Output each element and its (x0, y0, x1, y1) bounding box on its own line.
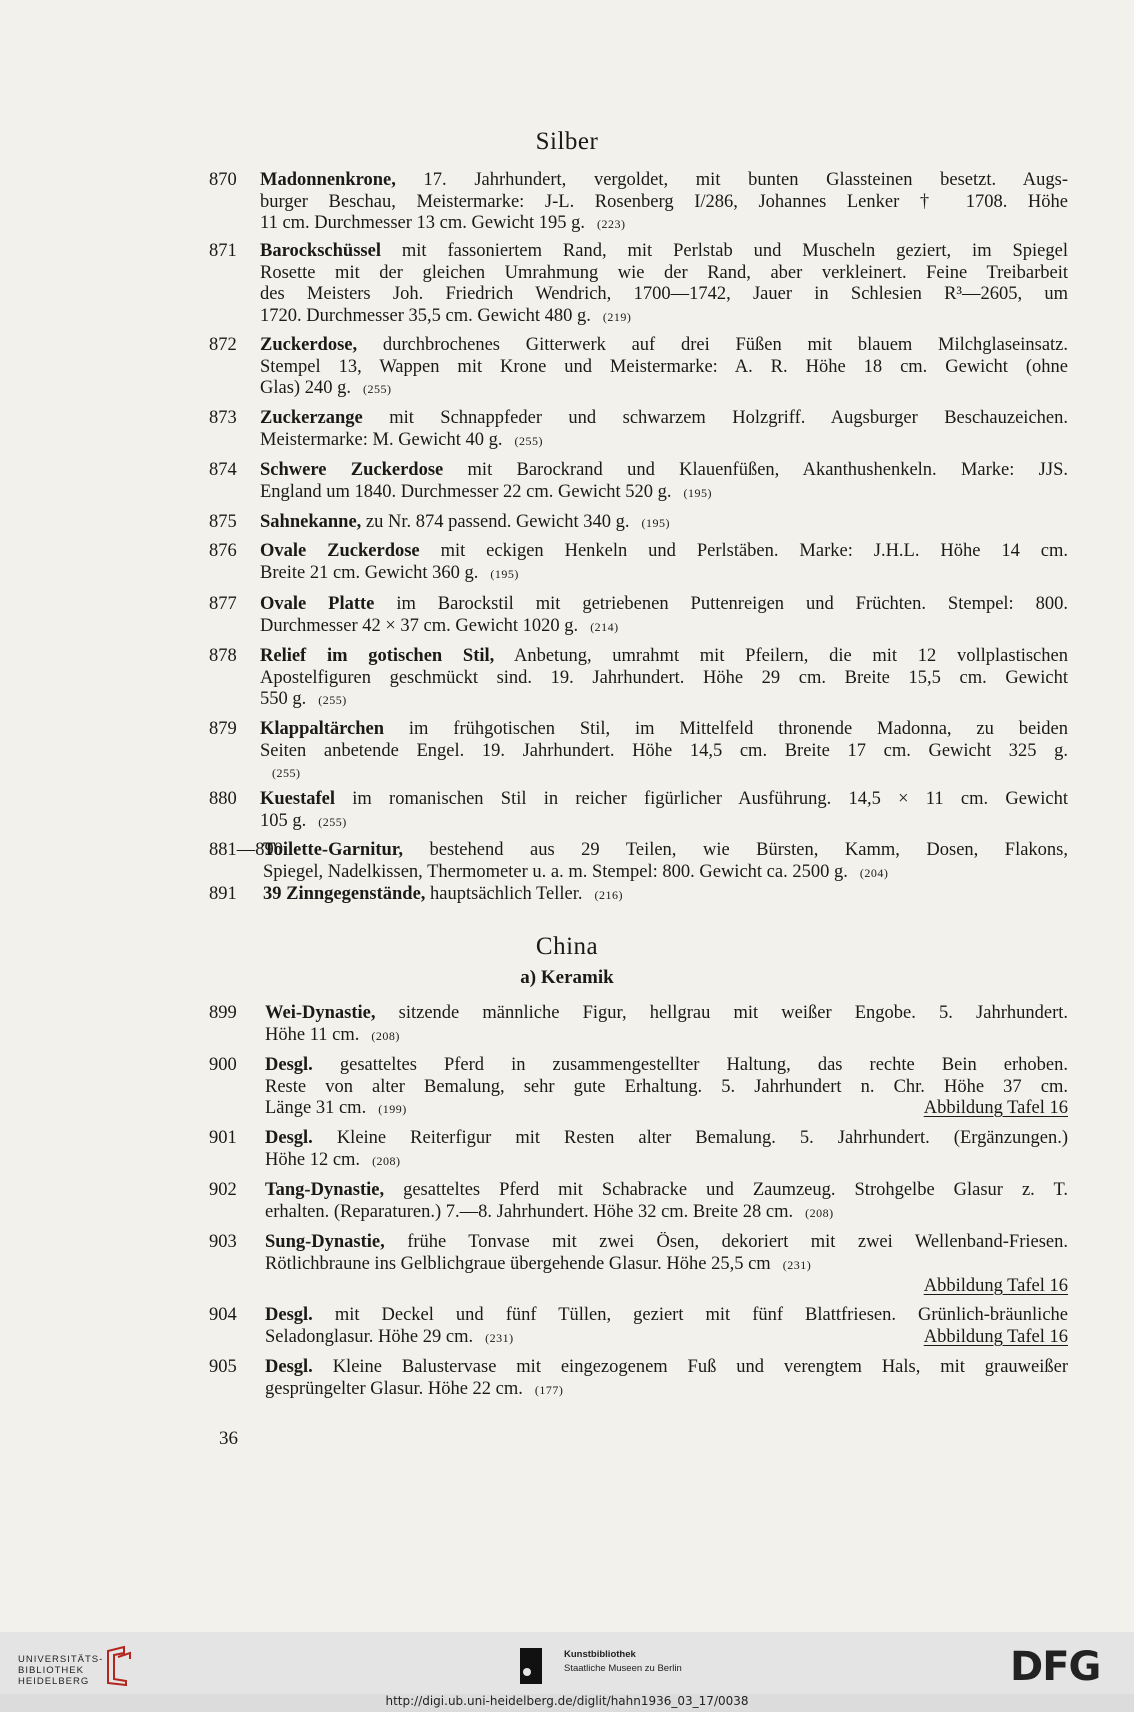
entry-line-text: zu Nr. 874 passend. Gewicht 340 g. (365, 512, 630, 532)
entry-line (260, 263, 1068, 285)
entry-number: 902 (209, 1180, 237, 1200)
entry-line (260, 430, 1068, 453)
catalog-entry (209, 1003, 1068, 1047)
entry-line (265, 1254, 1068, 1277)
university-library-logo[interactable] (18, 1654, 103, 1687)
section-heading-silber: Silber (535, 128, 599, 155)
entry-line-text: sitzende männliche Figur, hellgrau mit weißer Engobe. 5. Jahrhundert. (398, 1003, 1068, 1023)
entry-line (260, 306, 1068, 329)
entry-line-text: 17. Jahrhundert, vergoldet, mit bunten Glassteinen besetzt. Augs- (423, 170, 1068, 190)
catalog-entry (209, 1305, 1068, 1349)
entry-line-text: 105 g. (260, 810, 307, 831)
entry-number: 877 (209, 594, 237, 614)
entry-line-text: mit Deckel und fünf Tüllen, geziert mit fünf Blattfriesen. Grünlich-bräunliche (334, 1305, 1068, 1325)
entry-line-text: Stempel 13, Wappen mit Krone und Meistermarke: A. R. Höhe 18 cm. Gewicht (ohne (260, 356, 1068, 377)
entry-line-text: Spiegel, Nadelkissen, Thermometer u. a. m. Stempel: 800. Gewicht ca. 2500 g. (263, 861, 848, 882)
catalog-entry (209, 460, 1068, 504)
entry-line (260, 284, 1068, 306)
plate-reference-link[interactable]: Abbildung Tafel 16 (923, 1276, 1068, 1296)
entry-line-text: im frühgotischen Stil, im Mittelfeld thronende Madonna, zu beiden (408, 719, 1068, 739)
entry-text (265, 1357, 1068, 1401)
section-subheading-keramik: a) Keramik (520, 967, 614, 988)
entry-number: 880 (209, 789, 237, 809)
catalog-entry (209, 541, 1068, 585)
entry-title: Desgl. (265, 1128, 313, 1148)
entry-line (260, 213, 1068, 236)
entry-number: 871 (209, 241, 237, 261)
entry-line (265, 1003, 1068, 1025)
entry-number: 870 (209, 170, 237, 190)
entry-line-text: England um 1840. Durchmesser 22 cm. Gewicht 520 g. (260, 481, 672, 502)
entry-text (265, 1232, 1068, 1276)
source-url[interactable]: http://digi.ub.uni-heidelberg.de/diglit/hahn1936_03_17/0038 (385, 1694, 749, 1708)
plate-reference-link[interactable]: Abbildung Tafel 16 (923, 1098, 1068, 1118)
entry-line (260, 594, 1068, 616)
entry-text (265, 1180, 1068, 1224)
entry-title: Klappaltärchen (260, 719, 385, 739)
entry-line-text: im romanischen Stil in reicher figürlicher Ausführung. 14,5 × 11 cm. Gewicht (352, 789, 1068, 809)
section-heading-china: China (535, 933, 599, 960)
entry-line (265, 1180, 1068, 1202)
entry-line-text: mit Barockrand und Klauenfüßen, Akanthushenkeln. Marke: JJS. (467, 460, 1068, 480)
entry-reference: (214) (590, 619, 619, 634)
catalog-entry (209, 170, 1068, 236)
entry-line-text: Meistermarke: M. Gewicht 40 g. (260, 429, 503, 450)
entry-line-text: frühe Tonvase mit zwei Ösen, dekoriert mit zwei Wellenband-Friesen. (407, 1232, 1068, 1252)
entry-line-text: Rötlichbraune ins Gelblichgraue übergehende Glasur. Höhe 25,5 cm (265, 1253, 771, 1274)
entry-line (260, 668, 1068, 690)
uni-logo-line: HEIDELBERG (18, 1676, 90, 1687)
entry-line (265, 1202, 1068, 1225)
entry-reference: (208) (372, 1153, 401, 1168)
entry-title: Sung-Dynastie, (265, 1232, 385, 1252)
entry-line (263, 884, 1068, 907)
entry-number: 881—890 (209, 840, 283, 860)
entry-text (265, 1003, 1068, 1047)
entry-reference: (223) (597, 217, 626, 231)
entry-reference: (208) (805, 1205, 834, 1220)
entry-line (260, 563, 1068, 586)
entry-text (260, 594, 1068, 638)
entry-text (263, 884, 1068, 907)
entry-line (260, 357, 1068, 379)
entry-line-text: erhalten. (Reparaturen.) 7.—8. Jahrhundert. Höhe 32 cm. Breite 28 cm. (265, 1201, 794, 1222)
entry-line-text: Apostelfiguren geschmückt sind. 19. Jahrhundert. Höhe 29 cm. Breite 15,5 cm. Gewicht (260, 667, 1068, 688)
entry-title: Toilette-Garnitur, (263, 840, 403, 860)
entry-reference: (208) (371, 1028, 400, 1043)
entry-line (260, 689, 1068, 712)
entry-line-text: Rosette mit der gleichen Umrahmung wie der Rand, aber verkleinert. Feine Treibarbeit (260, 262, 1068, 283)
entry-line (265, 1232, 1068, 1254)
catalog-entry (209, 1357, 1068, 1401)
entry-title: Schwere Zuckerdose (260, 460, 444, 480)
entry-line-text: gesprüngelter Glasur. Höhe 22 cm. (265, 1378, 523, 1399)
entry-line-text: mit eckigen Henkeln und Perlstäben. Marke: J.H.L. Höhe 14 cm. (440, 541, 1068, 561)
entry-line-text: hauptsächlich Teller. (430, 884, 583, 904)
entry-line (260, 460, 1068, 482)
entry-reference: (231) (485, 1330, 514, 1345)
entry-text (260, 646, 1068, 712)
entry-text (263, 840, 1068, 884)
entry-title: Tang-Dynastie, (265, 1180, 385, 1200)
entry-number: 879 (209, 719, 237, 739)
catalog-entry (209, 789, 1068, 833)
entry-reference: (255) (318, 814, 347, 829)
entry-line (260, 408, 1068, 430)
catalog-entry (209, 840, 1068, 884)
entry-title: Relief im gotischen Stil, (260, 646, 495, 666)
entry-line-text: Länge 31 cm. (265, 1098, 367, 1118)
entry-title: Desgl. (265, 1055, 313, 1075)
entry-text (260, 512, 1068, 535)
entry-text (260, 408, 1068, 452)
entry-title: Zuckerzange (260, 408, 363, 428)
entry-line-text: gesatteltes Pferd mit Schabracke und Zaumzeug. Strohgelbe Glasur z. T. (403, 1180, 1068, 1200)
entry-number: 874 (209, 460, 237, 480)
entry-number: 878 (209, 646, 237, 666)
entry-reference: (204) (859, 865, 889, 880)
entry-text (260, 170, 1068, 236)
entry-reference: (255) (514, 433, 543, 448)
entry-title: Sahnekanne, (260, 512, 362, 532)
entry-line (265, 1150, 1068, 1173)
entry-title: Zuckerdose, (260, 335, 358, 355)
catalog-entry (209, 646, 1068, 712)
entry-title: Madonnenkrone, (260, 170, 396, 190)
entry-text (260, 719, 1068, 785)
catalog-entry (209, 408, 1068, 452)
entry-line (265, 1379, 1068, 1402)
entry-reference: (219) (602, 309, 632, 324)
entry-line (260, 762, 1068, 785)
kunstbibliothek-subtitle: Staatliche Museen zu Berlin (564, 1663, 682, 1674)
entry-number: 900 (209, 1055, 237, 1075)
entry-title: Kuestafel (260, 789, 336, 809)
entry-line (260, 192, 1068, 214)
entry-line (260, 616, 1068, 639)
entry-line (265, 1357, 1068, 1379)
catalog-entry (209, 1128, 1068, 1172)
entry-line (260, 170, 1068, 192)
entry-line (265, 1128, 1068, 1150)
entry-number: 901 (209, 1128, 237, 1148)
entry-line-text: bestehend aus 29 Teilen, wie Bürsten, Kamm, Dosen, Flakons, (429, 840, 1068, 860)
catalog-entry (209, 1232, 1068, 1296)
entry-line (263, 862, 1068, 885)
entry-line (260, 378, 1068, 401)
entry-reference: (231) (782, 1257, 812, 1272)
catalog-entry (209, 884, 1068, 907)
page-number: 36 (219, 1428, 238, 1449)
entry-line (263, 840, 1068, 862)
entry-line (260, 541, 1068, 563)
kunstbibliothek-label[interactable] (564, 1648, 682, 1676)
entry-line-text: Kleine Balustervase mit eingezogenem Fuß und verengtem Hals, mit grauweißer (332, 1357, 1068, 1377)
entry-reference: (199) (378, 1102, 407, 1116)
entry-title: Barockschüssel (260, 241, 381, 261)
catalog-entry (209, 1055, 1068, 1121)
entry-number: 873 (209, 408, 237, 428)
entry-line-text: 550 g. (260, 689, 307, 709)
entry-number: 904 (209, 1305, 237, 1325)
entry-number: 899 (209, 1003, 237, 1023)
entry-title: Wei-Dynastie, (265, 1003, 376, 1023)
entry-number: 872 (209, 335, 237, 355)
catalog-entry (209, 241, 1068, 328)
entry-line (260, 811, 1068, 834)
entry-title: Desgl. (265, 1357, 313, 1377)
uni-logo-line: UNIVERSITÄTS- (18, 1654, 104, 1665)
entry-number: 891 (209, 884, 237, 904)
dfg-logo[interactable]: DFG (1010, 1644, 1101, 1690)
entry-line-text: Kleine Reiterfigur mit Resten alter Bemalung. 5. Jahrhundert. (Ergänzungen.) (336, 1128, 1068, 1148)
entry-reference: (195) (641, 516, 670, 530)
entry-line-text: Seladonglasur. Höhe 29 cm. (265, 1326, 474, 1347)
university-mark-icon (104, 1645, 134, 1687)
entry-reference: (255) (318, 693, 347, 707)
entry-line (260, 646, 1068, 668)
entry-line (265, 1055, 1068, 1077)
kunstbibliothek-title: Kunstbibliothek (564, 1649, 636, 1660)
entry-line-text: im Barockstil mit getriebenen Puttenreigen und Früchten. Stempel: 800. (396, 594, 1068, 614)
plate-reference-link[interactable]: Abbildung Tafel 16 (923, 1327, 1068, 1347)
entry-number: 903 (209, 1232, 237, 1252)
catalog-entry (209, 1180, 1068, 1224)
entry-text (260, 335, 1068, 401)
entry-line-text: Breite 21 cm. Gewicht 360 g. (260, 562, 479, 583)
catalog-entry (209, 719, 1068, 785)
entry-line-text: Durchmesser 42 × 37 cm. Gewicht 1020 g. (260, 615, 579, 636)
entry-line (260, 789, 1068, 811)
entry-number: 876 (209, 541, 237, 561)
entry-reference: (177) (534, 1382, 564, 1397)
entry-line-text: 11 cm. Durchmesser 13 cm. Gewicht 195 g. (260, 213, 586, 233)
entry-line (260, 512, 1068, 535)
entry-line-text: mit fassoniertem Rand, mit Perlstab und Muscheln geziert, im Spiegel (401, 241, 1068, 261)
entry-line (260, 482, 1068, 505)
catalog-entry (209, 594, 1068, 638)
entry-line-text: Höhe 11 cm. (265, 1024, 360, 1045)
entry-line (265, 1077, 1068, 1099)
entry-number: 905 (209, 1357, 237, 1377)
entry-line-text: gesatteltes Pferd in zusammengestellter Haltung, das rechte Bein erhoben. (339, 1055, 1068, 1075)
entry-line-text: 1720. Durchmesser 35,5 cm. Gewicht 480 g. (260, 305, 591, 326)
entry-text (260, 541, 1068, 585)
kunstbibliothek-logo-icon (520, 1648, 542, 1684)
entry-number: 875 (209, 512, 237, 532)
uni-logo-line: BIBLIOTHEK (18, 1665, 84, 1676)
catalog-entry (209, 335, 1068, 401)
entry-title: 39 Zinngegenstände, (263, 884, 426, 904)
entry-line-text: burger Beschau, Meistermarke: J-L. Rosenberg I/286, Johannes Lenker † 1708. Höhe (260, 191, 1068, 212)
entry-line-text: durchbrochenes Gitterwerk auf drei Füßen mit blauem Milchglaseinsatz. (382, 335, 1068, 355)
entry-line-text: mit Schnappfeder und schwarzem Holzgriff. Augsburger Beschauzeichen. (389, 408, 1068, 428)
entry-line-text: Anbetung, umrahmt mit Pfeilern, die mit 12 vollplastischen (513, 646, 1068, 666)
entry-line-text: Seiten anbetende Engel. 19. Jahrhundert. Höhe 14,5 cm. Breite 17 cm. Gewicht 325 g. (260, 740, 1068, 761)
entry-line (260, 335, 1068, 357)
entry-title: Desgl. (265, 1305, 313, 1325)
entry-line-text: Reste von alter Bemalung, sehr gute Erhaltung. 5. Jahrhundert n. Chr. Höhe 37 cm. (265, 1076, 1068, 1097)
entry-text (260, 460, 1068, 504)
entry-reference: (195) (490, 566, 519, 581)
entry-text (260, 789, 1068, 833)
entry-text (265, 1128, 1068, 1172)
catalog-entry (209, 512, 1068, 535)
entry-title: Ovale Platte (260, 594, 375, 614)
entry-line-text: des Meisters Joh. Friedrich Wendrich, 1700—1742, Jauer in Schlesien R³—2605, um (260, 284, 1068, 304)
entry-line-text: Glas) 240 g. (260, 378, 351, 398)
entry-line-text: Höhe 12 cm. (265, 1149, 361, 1170)
entry-line (260, 741, 1068, 763)
entry-reference: (216) (594, 888, 624, 902)
entry-text (260, 241, 1068, 328)
entry-line (265, 1025, 1068, 1048)
entry-line (265, 1305, 1068, 1327)
entry-reference: (255) (362, 382, 392, 396)
entry-title: Ovale Zuckerdose (260, 541, 420, 561)
entry-line (260, 719, 1068, 741)
entry-reference: (255) (272, 766, 301, 780)
entry-reference: (195) (683, 485, 713, 500)
entry-line (260, 241, 1068, 263)
